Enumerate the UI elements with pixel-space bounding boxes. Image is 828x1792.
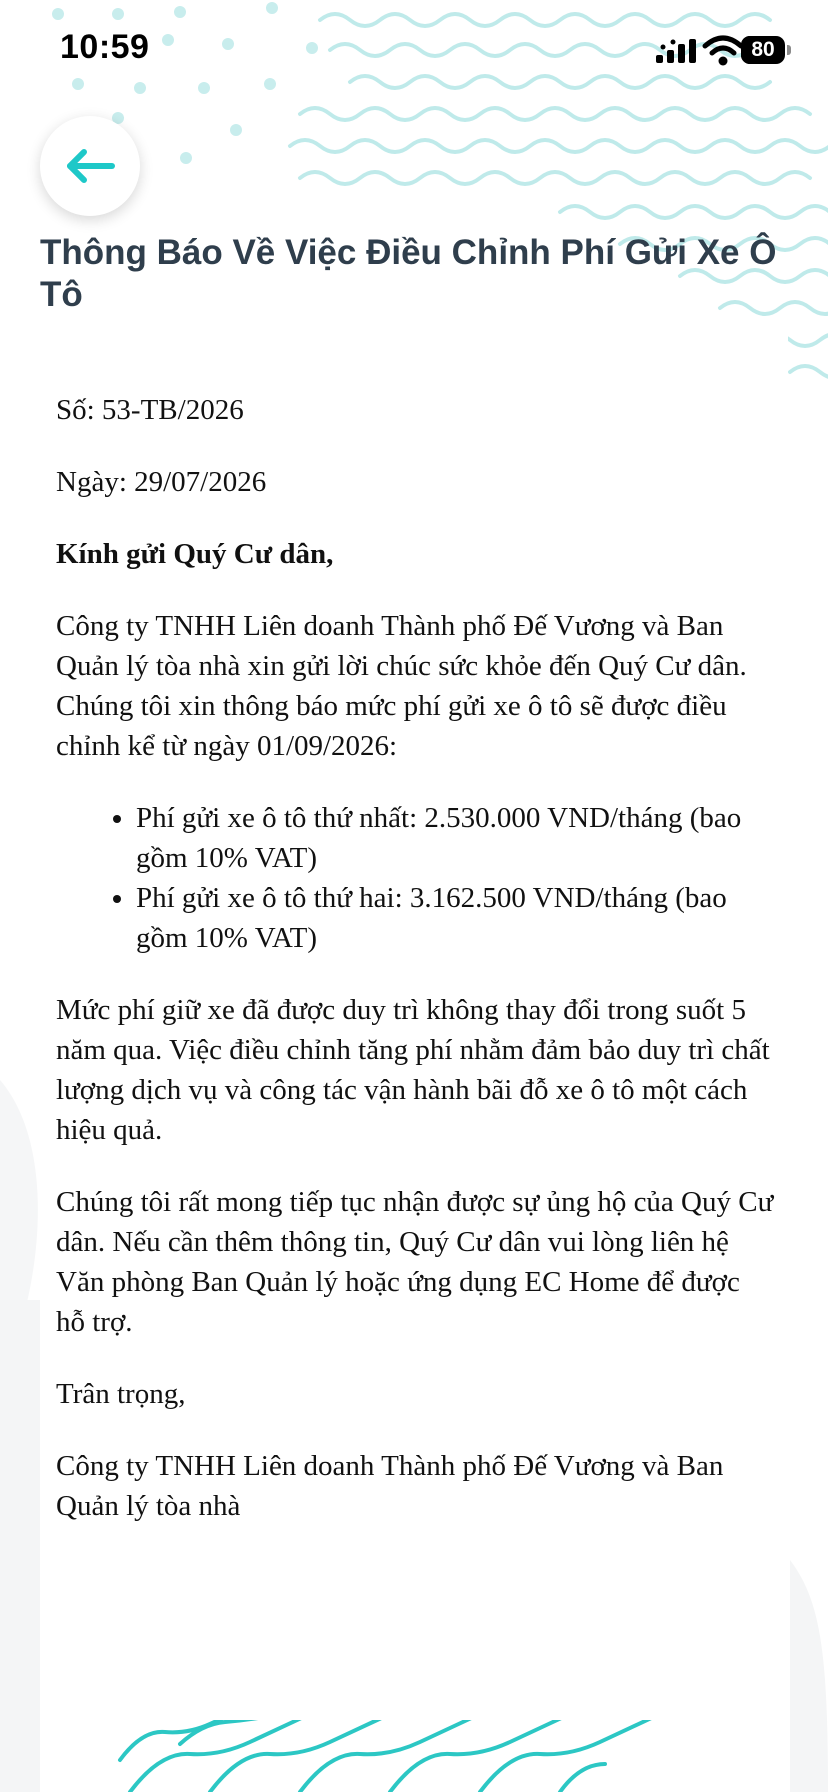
notice-date: Ngày: 29/07/2026 — [56, 466, 267, 498]
status-time: 10:59 — [60, 28, 150, 66]
notice-card — [40, 330, 788, 1720]
battery-cap — [787, 45, 791, 55]
back-arrow-icon — [64, 146, 116, 186]
fee-list — [56, 798, 776, 958]
battery-icon — [741, 36, 793, 64]
notice-greeting: Kính gửi Quý Cư dân, — [56, 538, 334, 570]
notice-contact: Chúng tôi rất mong tiếp tục nhận được sự ủng hộ của Quý Cư dân. Nếu cần thêm thông tin, Quý Cư dân vui lòng liên hệ Văn phòng Ban Quản lý hoặc ứng dụng EC Home để được hỗ trợ. — [56, 1186, 774, 1338]
fee-list-item: • Phí gửi xe ô tô thứ hai: 3.162.500 VND/tháng (bao gồm 10% VAT) — [136, 878, 776, 958]
page-title: Thông Báo Về Việc Điều Chỉnh Phí Gửi Xe Ô Tô — [40, 233, 777, 314]
notice-intro: Công ty TNHH Liên doanh Thành phố Đế Vương và Ban Quản lý tòa nhà xin gửi lời chúc sức khỏe đến Quý Cư dân. Chúng tôi xin thông báo mức phí gửi xe ô tô sẽ được điều chỉnh kể từ ngày 01/09/2026: — [56, 610, 747, 762]
status-bar — [0, 0, 828, 100]
back-button[interactable] — [40, 116, 140, 216]
wifi-icon — [700, 34, 746, 68]
fee-list-item: • Phí gửi xe ô tô thứ nhất: 2.530.000 VND/tháng (bao gồm 10% VAT) — [136, 798, 776, 878]
notice-number: Số: 53-TB/2026 — [56, 394, 244, 426]
notice-signature: Công ty TNHH Liên doanh Thành phố Đế Vương và Ban Quản lý tòa nhà — [56, 1450, 724, 1522]
battery-percent: 80 — [751, 38, 775, 61]
notice-body — [56, 390, 776, 1558]
notice-reason: Mức phí giữ xe đã được duy trì không thay đổi trong suốt 5 năm qua. Việc điều chỉnh tăng phí nhằm đảm bảo duy trì chất lượng dịch vụ và công tác vận hành bãi đỗ xe ô tô một cách hiệu quả. — [56, 994, 770, 1146]
notice-closing: Trân trọng, — [56, 1378, 186, 1410]
status-icons — [652, 30, 792, 70]
signal-icon — [654, 38, 706, 64]
